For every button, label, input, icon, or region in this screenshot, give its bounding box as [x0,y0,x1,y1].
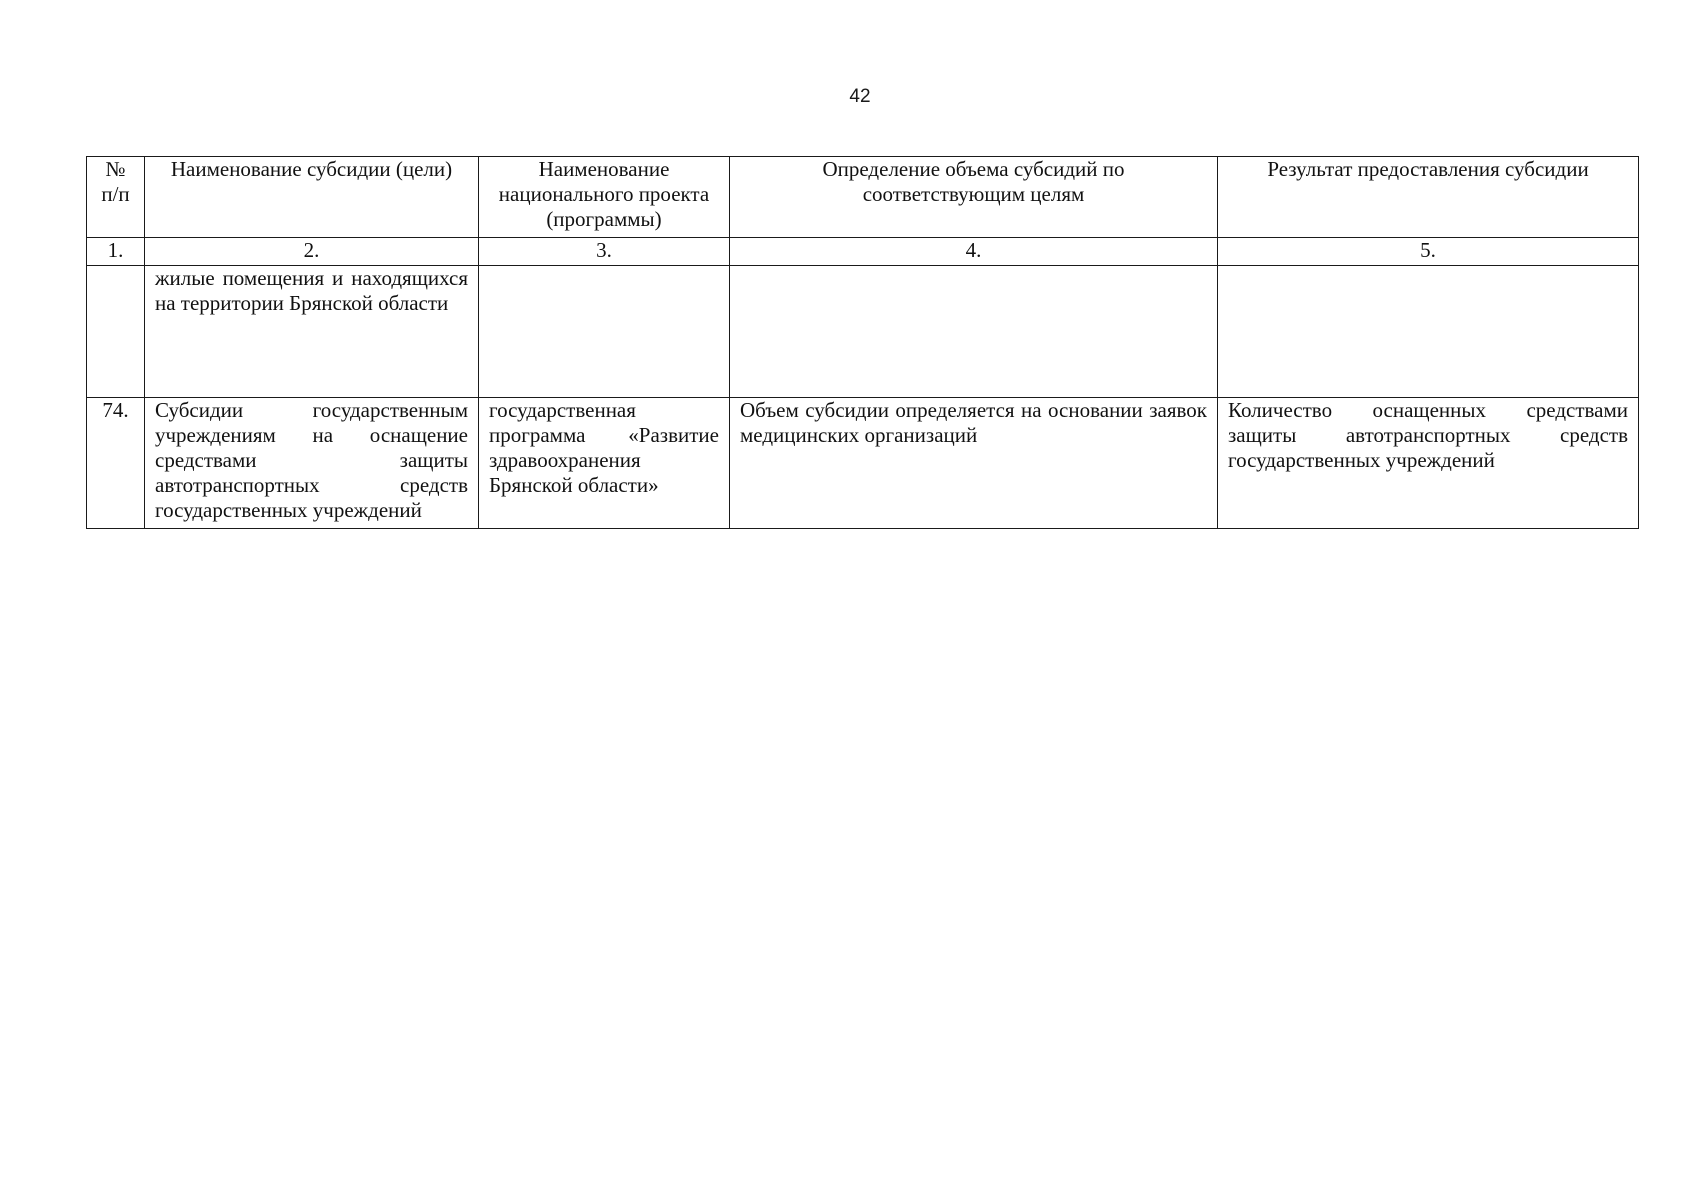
header-subsidy-name: Наименование субсидии (цели) [145,157,479,238]
subsidy-table [86,156,1639,529]
table-row [87,266,1639,398]
table-row [87,398,1639,529]
row-project: государственная программа «Развитие здравоохранения Брянской области» [479,398,730,529]
row-num: 74. [87,398,145,529]
row-volume [730,266,1218,398]
row-project [479,266,730,398]
column-number-1: 1. [87,238,145,266]
column-number-4: 4. [730,238,1218,266]
column-number-row [87,238,1639,266]
row-num [87,266,145,398]
row-volume: Объем субсидии определяется на основании заявок медицинских организаций [730,398,1218,529]
column-number-2: 2. [145,238,479,266]
column-number-3: 3. [479,238,730,266]
header-project-name: Наименование национального проекта (программы) [479,157,730,238]
page-number: 42 [849,86,871,107]
table-header-row [87,157,1639,238]
header-volume-definition: Определение объема субсидий по соответствующим целям [730,157,1218,238]
row-subsidy-name: жилые помещения и находящихся на территории Брянской области [145,266,479,398]
header-num: № п/п [87,157,145,238]
header-result: Результат предоставления субсидии [1218,157,1639,238]
column-number-5: 5. [1218,238,1639,266]
row-subsidy-name: Субсидии государственным учреждениям на оснащение средствами защиты автотранспортных средств государственных учреждений [145,398,479,529]
row-result: Количество оснащенных средствами защиты автотранспортных средств государственных учреждений [1218,398,1639,529]
row-result [1218,266,1639,398]
